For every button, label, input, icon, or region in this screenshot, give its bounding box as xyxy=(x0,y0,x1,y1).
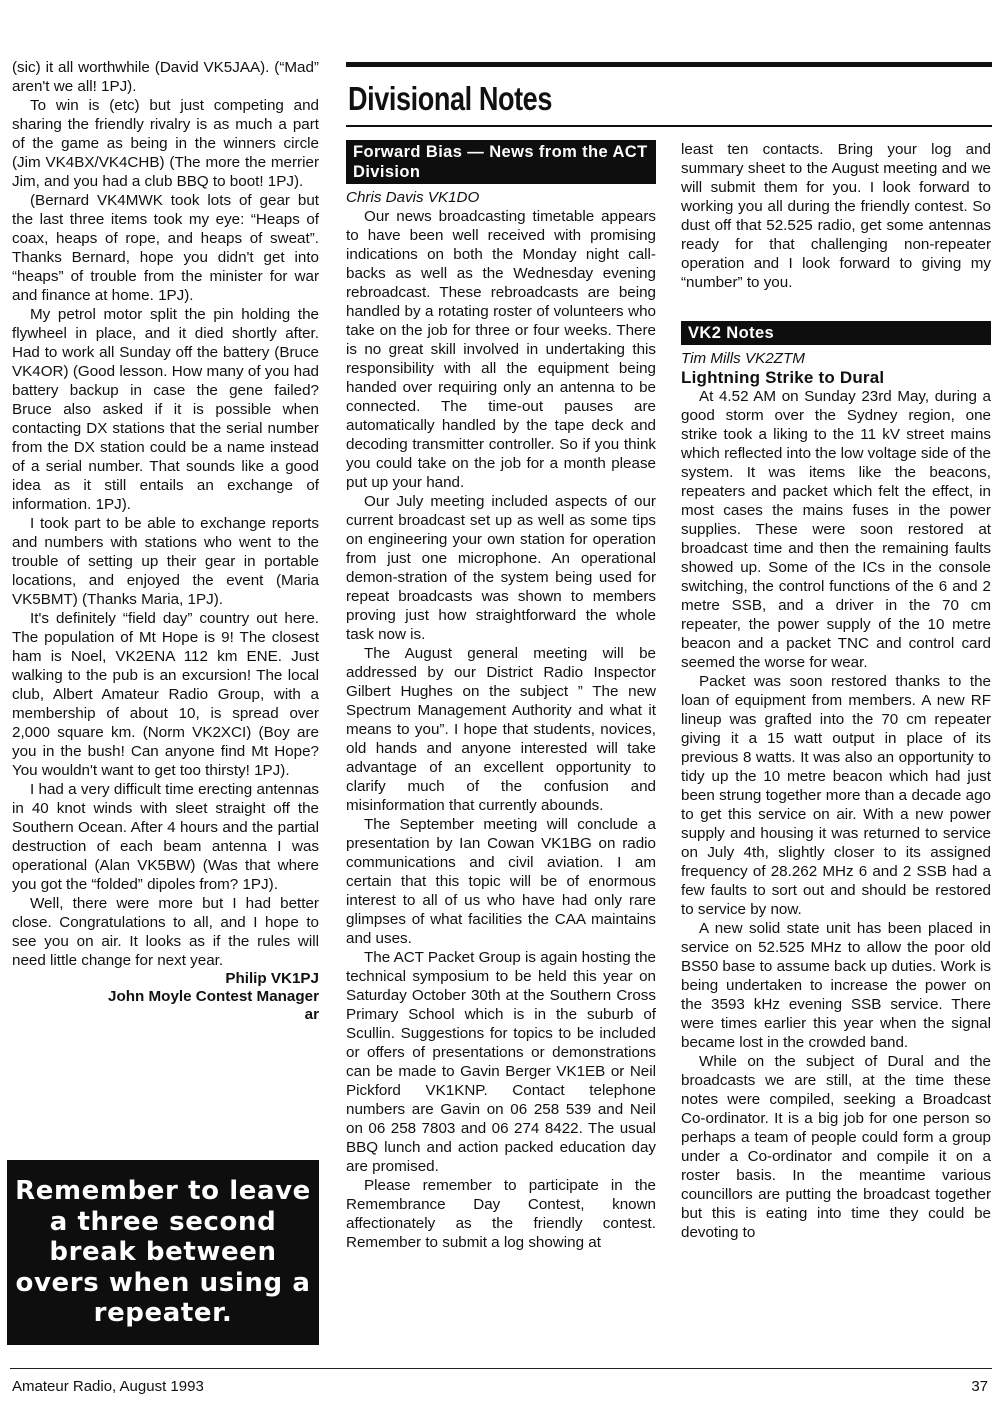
act-byline: Chris Davis VK1DO xyxy=(346,189,480,206)
paragraph: Well, there were more but I had better close. Congratulations to all, and I hope to see you on air. It looks as if the rules will need little change for next year. xyxy=(12,895,319,969)
reminder-box: Remember to leave a three second break between overs when using a repeater. xyxy=(7,1160,319,1345)
page-number: 37 xyxy=(971,1378,988,1395)
vk2-byline: Tim Mills VK2ZTM xyxy=(681,350,805,367)
paragraph: A new solid state unit has been placed in service on 52.525 MHz to allow the poor old BS50 base to assume back up duties. Work is being undertaken to increase the power on the 3593 kHz evening SSB service. There were times earlier this year when the signal became lost in the crowded band. xyxy=(681,920,991,1051)
publication-info: Amateur Radio, August 1993 xyxy=(12,1378,204,1395)
left-column xyxy=(12,58,319,1024)
paragraph: I had a very difficult time erecting antennas in 40 knot winds with sleet straight off the Southern Ocean. After 4 hours and the partial destruction of each beam antenna I was operational (Alan VK5BW) (Was that where you got the “folded” dipoles from? 1PJ). xyxy=(12,781,319,893)
heading-bottom-rule xyxy=(346,125,992,127)
heading-top-rule xyxy=(346,62,992,67)
paragraph: Our news broadcasting timetable appears to have been well received with promising indications on both the Monday night call-backs as well as the Wednesday evening rebroadcast. These rebroadcasts are being handled by a rotating roster of volunteers who take on the job for three or four weeks. There is no great skill involved in undertaking this responsibility with all the equipment being handed over requiring only an antenna to be connected. The time-out pauses are automatically handled by the tape deck and decoding transmitter controller. So if you think you could take on the job for a month please put up your hand. xyxy=(346,208,656,491)
paragraph: Packet was soon restored thanks to the loan of equipment from members. A new RF lineup was grafted into the 70 cm repeater giving it a 15 watt output in place of its previous 8 watts. It was also an opportunity to tidy up the 10 metre beacon which had just been strung together more than a decade ago to get this service on air. With a new power supply and housing it was returned to service on July 4th, slightly closer to its assigned frequency of 28.262 MHz 6 and 2 SSB had a few faults to sort out and should be restored to service by now. xyxy=(681,673,991,918)
paragraph: The ACT Packet Group is again hosting the technical symposium to be held this year on Saturday October 30th at the Southern Cross Primary School which is in the suburb of Scullin. Suggestions for topics to be included or offers of presentations or demonstrations can be made to Gavin Berger VK1EB or Neil Pickford VK1KNP. Contact telephone numbers are Gavin on 06 258 539 and Neil on 06 258 7803 and 06 274 8422. The usual BBQ lunch and action packed education day are promised. xyxy=(346,949,656,1175)
paragraph: (sic) it all worthwhile (David VK5JAA). (“Mad” aren't we all! 1PJ). xyxy=(12,59,319,95)
vk2-subheading: Lightning Strike to Dural xyxy=(681,368,885,387)
right-column xyxy=(681,140,991,1242)
paragraph: At 4.52 AM on Sunday 23rd May, during a good storm over the Sydney region, one strike took a liking to the 11 kV street mains which reflected into the low voltage side of the system. It was items like the beacons, repeaters and packet which felt the effect, in most cases the mains fuses in the power supplies. These were soon restored at broadcast time and then the remaining faults showed up. Some of the ICs in the console switching, the control functions of the 6 and 2 metre SSB, and a driver in the 70 cm repeater, the power supply of the 10 metre beacon and a packet TNC and control card seemed the worse for wear. xyxy=(681,388,991,671)
act-section-title: Forward Bias — News from the ACT Division xyxy=(346,140,656,184)
end-mark: ar xyxy=(304,1006,319,1023)
paragraph: To win is (etc) but just competing and sharing the friendly rivalry is as much a part of the game as being in the winners circle (Jim VK4BX/VK4CHB) (The more the merrier Jim, and you had a club BBQ to boot! 1PJ). xyxy=(12,97,319,190)
vk2-section-title: VK2 Notes xyxy=(681,321,991,345)
paragraph: The September meeting will conclude a presentation by Ian Cowan VK1BG on radio communications and civil aviation. I am certain that this topic will be of enormous interest to all of us who have had only rare glimpses of what facilities the CAA maintains and uses. xyxy=(346,816,656,947)
signature-name: Philip VK1PJ xyxy=(225,970,319,987)
footer-rule xyxy=(10,1368,992,1369)
paragraph: (Bernard VK4MWK took lots of gear but the last three items took my eye: “Heaps of coax, heaps of rope, and heaps of sweat”. Thanks Bernard, hope you didn't get into “heaps” of trouble from the minister for war and finance at home. 1PJ). xyxy=(12,192,319,304)
paragraph: least ten contacts. Bring your log and summary sheet to the August meeting and we will submit them for you. I look forward to working you all during the friendly contest. So dust off that 52.525 radio, get some antennas ready for that challenging non-repeater operation and I look forward to giving my “number” to you. xyxy=(681,141,991,291)
paragraph: It's definitely “field day” country out here. The population of Mt Hope is 9! The closest ham is Noel, VK2ENA 112 km ENE. Just walking to the pub is an excursion! The local club, Albert Amateur Radio Group, with a membership of about 10, is spread over 2,000 square km. (Norm VK2XCI) (Boy are you in the bush! Can anyone find Mt Hope? You wouldn't want to get too thirsty! 1PJ). xyxy=(12,610,319,779)
paragraph: My petrol motor split the pin holding the flywheel in place, and it died shortly after. Had to work all Sunday off the battery (Bruce VK4OR) (Good lesson. How many of you had battery backup in case the gene failed? Bruce also asked if it is possible when contacting DX stations that the serial number from the DX station could be a name instead of a serial number. That sounds like a good idea as it still entails an exchange of information. 1PJ). xyxy=(12,306,319,513)
paragraph: While on the subject of Dural and the broadcasts we are still, at the time these notes were compiled, seeking a Broadcast Co-ordinator. It is a big job for one person so perhaps a team of people could form a group under a Co-ordinator and compile it on a roster basis. In the meantime various councillors are putting the broadcast together but this is eating into time they could be devoting to xyxy=(681,1053,991,1241)
page-title: Divisional Notes xyxy=(348,80,552,117)
paragraph: Our July meeting included aspects of our current broadcast set up as well as some tips on engineering your own station for operation from just one microphone. An operational demon-stration of the system being used for repeat broadcasts was shown to members proving just how straightforward the whole task now is. xyxy=(346,493,656,643)
paragraph: Please remember to participate in the Remembrance Day Contest, known affectionately as the friendly contest. Remember to submit a log showing at xyxy=(346,1177,656,1251)
signature-title: John Moyle Contest Manager xyxy=(108,988,319,1005)
paragraph: I took part to be able to exchange reports and numbers with stations who went to the trouble of setting up their gear in portable locations, and enjoyed the event (Maria VK5BMT) (Thanks Maria, 1PJ). xyxy=(12,515,319,608)
middle-column xyxy=(346,140,656,1252)
paragraph: The August general meeting will be addressed by our District Radio Inspector Gilbert Hughes on the subject ” The new Spectrum Management Authority and what it means to you”. I hope that students, novices, old hands and anyone interested will take advantage of an excellent opportunity to clarify much of the confusion and misinformation that currently abounds. xyxy=(346,645,656,814)
